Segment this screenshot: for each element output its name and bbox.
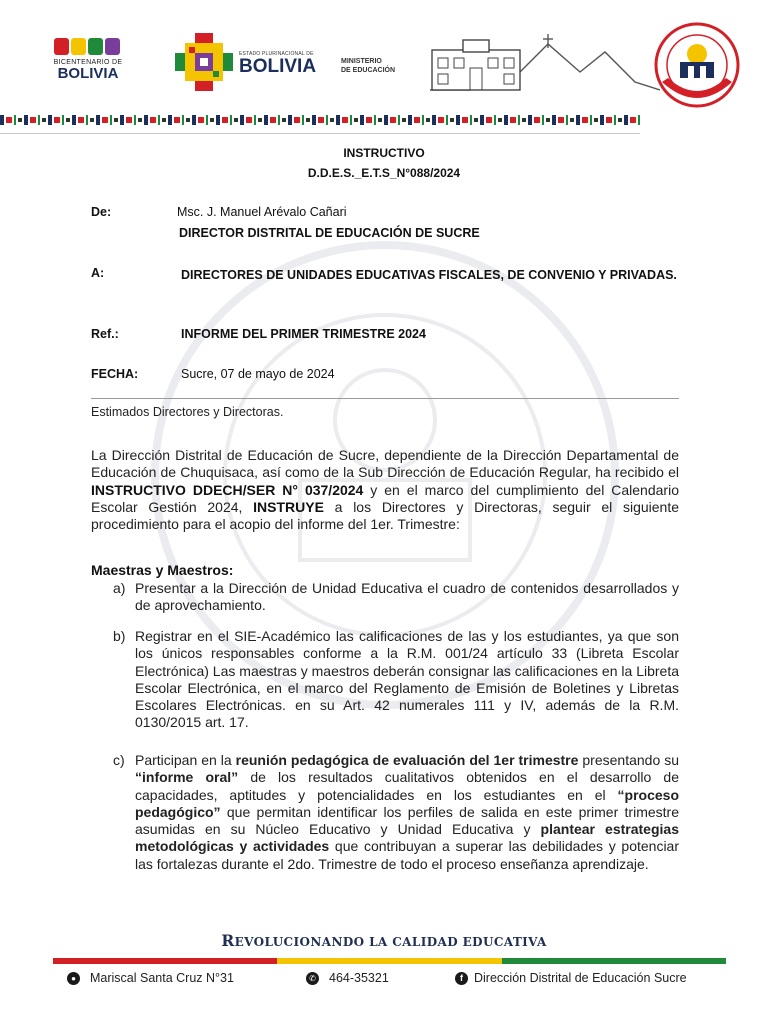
footer-color-band	[53, 958, 726, 964]
intro-text-3: a los Directores y Directoras, seguir el siguiente procedimiento para el acopio del informe del 1er. Trimestre:	[91, 498, 680, 533]
footer-slogan	[0, 931, 768, 950]
item-c-text-3: de los resultados cualitativos obtenidos en el desarrollo de capacidades, aptitudes y potencialidades en los estudiantes en el	[135, 769, 680, 803]
footer-phone	[306, 971, 389, 985]
decorative-pattern-band	[0, 112, 768, 128]
location-pin-icon: ●	[67, 972, 80, 985]
intro-paragraph	[91, 447, 679, 533]
list-marker-b: b)	[113, 628, 126, 644]
item-c-bold-1: reunión pedagógica de evaluación del 1er trimestre	[235, 752, 579, 768]
intro-text-1: La Dirección Distrital de Educación de Sucre, dependiente de la Dirección Departamental de Educación de Chuquisaca, así como de la Sub Dirección de Educación Regular, ha recibido el	[91, 447, 679, 481]
instruye-keyword: INSTRUYE	[253, 498, 324, 515]
distrital-seal-logo	[654, 22, 740, 108]
to-value: DIRECTORES DE UNIDADES EDUCATIVAS FISCALES, DE CONVENIO Y PRIVADAS.	[181, 268, 677, 282]
list-text-a: Presentar a la Dirección de Unidad Educativa el cuadro de contenidos desarrollados y de aprovechamiento.	[135, 580, 679, 614]
item-c-text-5: que contribuyan a superar las debilidades y potenciar las fortalezas durante el 2do. Trimestre de todo el proceso enseñanza aprendizaje.	[135, 838, 680, 872]
bicentenario-mark-icon	[54, 38, 126, 55]
header-separator	[91, 398, 679, 399]
address-text: Mariscal Santa Cruz N°31	[90, 971, 234, 985]
slogan-word-3: CALIDAD EDUCATIVA	[392, 935, 547, 949]
intro-text-2: y en el marco del cumplimiento del Calendario Escolar Gestión 2024,	[91, 481, 679, 515]
from-role: DIRECTOR DISTRITAL DE EDUCACIÓN DE SUCRE	[179, 226, 480, 240]
document-title: INSTRUCTIVO	[343, 146, 425, 160]
list-item-b	[113, 628, 679, 732]
slogan-word-1: EVOLUCIONANDO	[234, 935, 370, 949]
item-c-text-1: Participan en la	[135, 752, 236, 768]
chakana-icon	[175, 33, 233, 91]
phone-text: 464-35321	[329, 971, 389, 985]
ministerio-caption	[341, 57, 395, 75]
facebook-text: Dirección Distrital de Educación Sucre	[474, 971, 687, 985]
estado-caption: ESTADO PLURINACIONAL DE	[239, 51, 314, 57]
item-c-text-2: presentando su	[578, 752, 679, 768]
list-text-c	[135, 752, 679, 873]
to-label: A:	[91, 266, 105, 280]
section-heading: Maestras y Maestros:	[91, 562, 234, 578]
item-c-text-4: que permitan identificar los perfiles de salida en este primer trimestre asumidas en su Núcleo Educativo y Unidad Educativa y	[135, 803, 679, 838]
ministerio-line-1: MINISTERIO	[341, 58, 382, 65]
bicentenario-name: BOLIVIA	[57, 65, 119, 82]
list-text-b: Registrar en el SIE-Académico las calificaciones de las y los estudiantes, ya que son los únicos responsables conforme a la R.M. 001/24 artículo 33 (Libreta Escolar Electrónica) Las maestras y maestros deberán consignar las calificaciones en la Libreta Escolar Electrónica, en el marco del Reglamento de Emisión de Boletines y Libretas Escolares Electrónicas. en su Art. 42 numerales 111 y IV, además de la R.M. 0130/2015 art. 17.	[135, 628, 679, 731]
instructivo-reference: INSTRUCTIVO DDECH/SER N° 037/2024	[91, 481, 364, 498]
list-item-a	[113, 580, 679, 615]
building-mountain-illustration	[430, 32, 660, 94]
bicentenario-caption: BICENTENARIO DE	[53, 59, 123, 66]
slogan-word-2: LA	[369, 935, 393, 949]
footer-facebook[interactable]	[455, 971, 687, 985]
date-value: Sucre, 07 de mayo de 2024	[181, 367, 335, 381]
item-c-bold-2: “informe oral”	[135, 769, 239, 786]
footer-address	[67, 971, 234, 985]
item-c-bold-4: plantear estrategias metodológicas y actividades	[135, 821, 679, 855]
phone-icon: ✆	[306, 972, 319, 985]
list-marker-a: a)	[113, 580, 126, 596]
from-name: Msc. J. Manuel Arévalo Cañari	[177, 205, 347, 219]
list-marker-c: c)	[113, 752, 125, 768]
list-item-c	[113, 752, 679, 873]
greeting: Estimados Directores y Directoras.	[91, 405, 284, 419]
from-label: De:	[91, 205, 112, 219]
header-divider	[0, 133, 640, 134]
ministerio-logo	[175, 33, 415, 93]
ministerio-line-2: DE EDUCACIÓN	[341, 67, 396, 74]
slogan-initial: R	[221, 931, 235, 950]
facebook-icon: f	[455, 972, 468, 985]
item-c-bold-3: “proceso pedagógico”	[135, 786, 679, 820]
estado-name: BOLIVIA	[239, 56, 317, 77]
document-code: D.D.E.S._E.T.S_N°088/2024	[307, 166, 461, 180]
date-label: FECHA:	[91, 367, 139, 381]
ref-value: INFORME DEL PRIMER TRIMESTRE 2024	[181, 327, 426, 341]
bicentenario-logo	[50, 38, 126, 90]
ref-label: Ref.:	[91, 327, 119, 341]
